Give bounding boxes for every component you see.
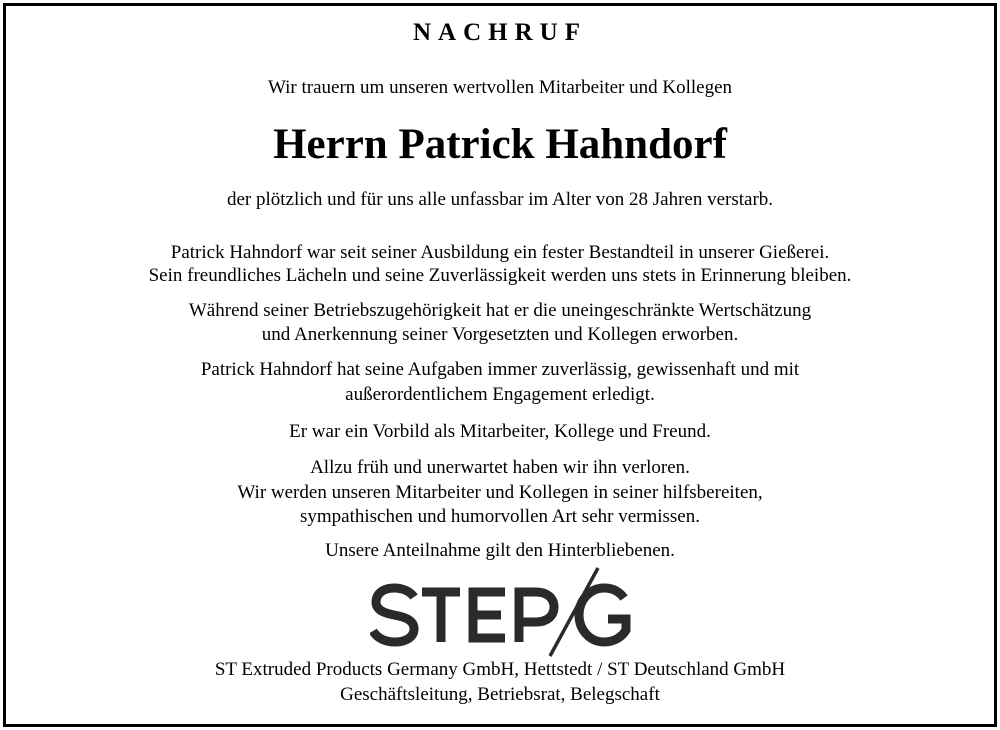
body-line: Sein freundliches Lächeln und seine Zuverlässigkeit werden uns stets in Erinnerung bleiben. (148, 265, 852, 286)
logo-glyphs (373, 568, 626, 656)
body-line: Während seiner Betriebszugehörigkeit hat er die uneingeschränkte Wertschätzung (188, 300, 812, 321)
subline: der plötzlich und für uns alle unfassbar im Alter von 28 Jahren verstarb. (226, 189, 774, 210)
body-line: Patrick Hahndorf war seit seiner Ausbildung ein fester Bestandteil in unserer Gießerei. (170, 242, 830, 263)
body-line: außerordentlichem Engagement erledigt. (345, 384, 655, 405)
company-name: ST Extruded Products Germany GmbH, Hettstedt / ST Deutschland GmbH (214, 659, 786, 680)
signatories: Geschäftsleitung, Betriebsrat, Belegschaft (340, 684, 660, 705)
body-line: Allzu früh und unerwartet haben wir ihn verloren. (310, 457, 690, 478)
body-line: sympathischen und humorvollen Art sehr vermissen. (300, 506, 700, 527)
body-line: Patrick Hahndorf hat seine Aufgaben immer zuverlässig, gewissenhaft und mit (200, 359, 800, 380)
body-line: Er war ein Vorbild als Mitarbeiter, Kollege und Freund. (289, 421, 711, 442)
notice-heading: NACHRUF (413, 19, 587, 46)
body-line: Wir werden unseren Mitarbeiter und Kollegen in seiner hilfsbereiten, (237, 482, 763, 503)
intro-line: Wir trauern um unseren wertvollen Mitarbeiter und Kollegen (267, 77, 733, 98)
body-line: und Anerkennung seiner Vorgesetzten und Kollegen erworben. (261, 324, 739, 345)
deceased-name: Herrn Patrick Hahndorf (273, 121, 727, 168)
body-line: Unsere Anteilnahme gilt den Hinterbliebenen. (325, 540, 675, 561)
company-logo (370, 566, 632, 658)
